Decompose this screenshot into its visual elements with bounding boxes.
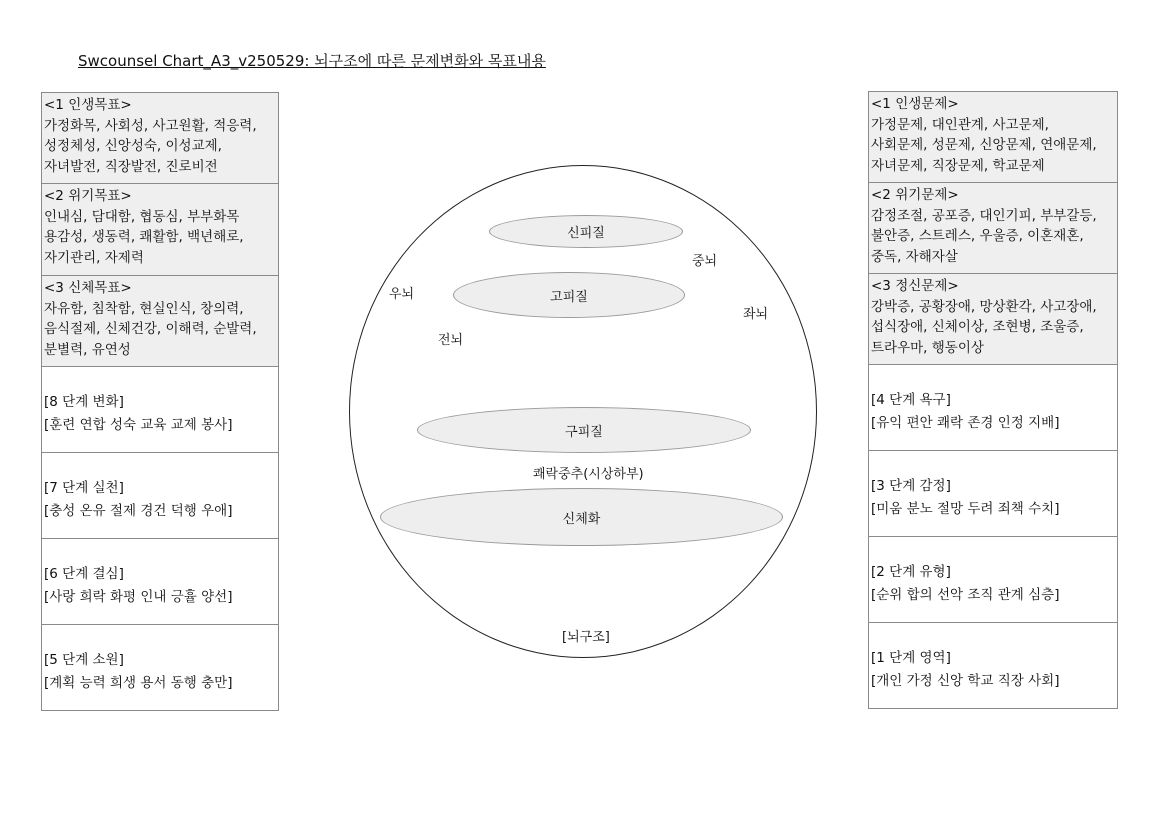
archicortex-label: 구피질 (565, 424, 603, 440)
archicortex-ellipse (417, 407, 751, 453)
right-column (868, 92, 1118, 709)
stage-items: [미움 분노 절망 두려 죄책 수치] (871, 501, 1060, 517)
box-line: 인내심, 담대함, 협동심, 부부화목 (44, 208, 240, 225)
crisis-problems-box (868, 182, 1118, 274)
box-line: 용감성, 생동력, 쾌활함, 백년해로, (44, 229, 244, 245)
somatization-label: 신체화 (562, 511, 601, 527)
stage-6-box (41, 538, 279, 625)
box-line: 음식절제, 신체건강, 이해력, 순발력, (44, 321, 257, 337)
left-column (41, 93, 279, 711)
stage-items: [순위 합의 선악 조직 관계 심층] (871, 587, 1060, 603)
brain-structure-caption: [뇌구조] (562, 630, 610, 645)
pleasure-center-label: 쾌락중추(시상하부) (533, 467, 644, 482)
stage-title: [7 단계 실천] (44, 480, 124, 496)
neocortex-label: 신피질 (567, 226, 605, 241)
stage-items: [사랑 희락 화평 인내 긍휼 양선] (44, 589, 233, 605)
stage-items: [계획 능력 희생 용서 동행 충만] (44, 675, 233, 691)
box-line: 불안증, 스트레스, 우울증, 이혼재혼, (871, 228, 1084, 244)
stage-5-box (41, 624, 279, 711)
stage-7-box (41, 452, 279, 539)
stage-title: [6 단계 결심] (44, 566, 124, 582)
neocortex-ellipse (489, 215, 683, 248)
box-line: 가정문제, 대인관계, 사고문제, (871, 116, 1049, 133)
paleocortex-label: 고피질 (550, 289, 588, 305)
box-line: <2 위기목표> (44, 188, 132, 204)
stage-title: [4 단계 욕구] (871, 392, 951, 408)
stage-3-box (868, 450, 1118, 537)
stage-1-box (868, 622, 1118, 709)
stage-title: [5 단계 소원] (44, 652, 124, 668)
forebrain-label: 전뇌 (438, 333, 464, 348)
box-line: <2 위기문제> (871, 187, 959, 203)
box-line: <3 정신문제> (871, 278, 959, 294)
box-line: 자녀발전, 직장발전, 진로비전 (44, 158, 218, 175)
stage-2-box (868, 536, 1118, 623)
box-line: 자녀문제, 직장문제, 학교문제 (871, 157, 1045, 174)
box-line: 감정조절, 공포증, 대인기피, 부부갈등, (871, 207, 1097, 224)
paleocortex-ellipse (453, 272, 685, 318)
left-brain-label: 좌뇌 (743, 307, 769, 322)
box-line: <1 인생문제> (871, 96, 959, 112)
stage-title: [2 단계 유형] (871, 564, 951, 580)
crisis-goals-box (41, 183, 279, 276)
stage-items: [충성 온유 절제 경건 덕행 우애] (44, 503, 233, 519)
stage-8-box (41, 366, 279, 453)
box-line: <3 신체목표> (44, 280, 132, 296)
box-line: 강박증, 공황장애, 망상환각, 사고장애, (871, 298, 1097, 315)
right-brain-label: 우뇌 (389, 287, 415, 302)
stage-title: [1 단계 영역] (871, 650, 951, 666)
midbrain-label: 중뇌 (692, 254, 718, 269)
somatization-ellipse (380, 488, 783, 546)
page-title: Swcounsel Chart_A3_v250529: 뇌구조에 따른 문제변화와 목표내용 (78, 52, 546, 70)
box-line: 사회문제, 성문제, 신앙문제, 연애문제, (871, 137, 1097, 153)
stage-items: [훈련 연합 성숙 교육 교제 봉사] (44, 417, 233, 433)
life-problems-box (868, 91, 1118, 183)
body-goals-box (41, 275, 279, 367)
box-line: 자기관리, 자제력 (44, 249, 144, 266)
stage-title: [3 단계 감정] (871, 478, 951, 494)
box-line: 자유함, 침착함, 현실인식, 창의력, (44, 300, 244, 317)
mental-problems-box (868, 273, 1118, 365)
box-line: <1 인생목표> (44, 97, 132, 113)
stage-items: [유익 편안 쾌락 존경 인정 지배] (871, 415, 1060, 431)
box-line: 가정화목, 사회성, 사고원활, 적응력, (44, 117, 257, 134)
stage-items: [개인 가정 신앙 학교 직장 사회] (871, 673, 1060, 689)
stage-4-box (868, 364, 1118, 451)
box-line: 트라우마, 행동이상 (871, 339, 984, 356)
stage-title: [8 단계 변화] (44, 394, 124, 410)
box-line: 분별력, 유연성 (44, 341, 131, 358)
box-line: 섭식장애, 신체이상, 조현병, 조울증, (871, 319, 1084, 335)
box-line: 중독, 자해자살 (871, 248, 958, 265)
life-goals-box (41, 92, 279, 184)
box-line: 성정체성, 신앙성숙, 이성교제, (44, 138, 222, 154)
